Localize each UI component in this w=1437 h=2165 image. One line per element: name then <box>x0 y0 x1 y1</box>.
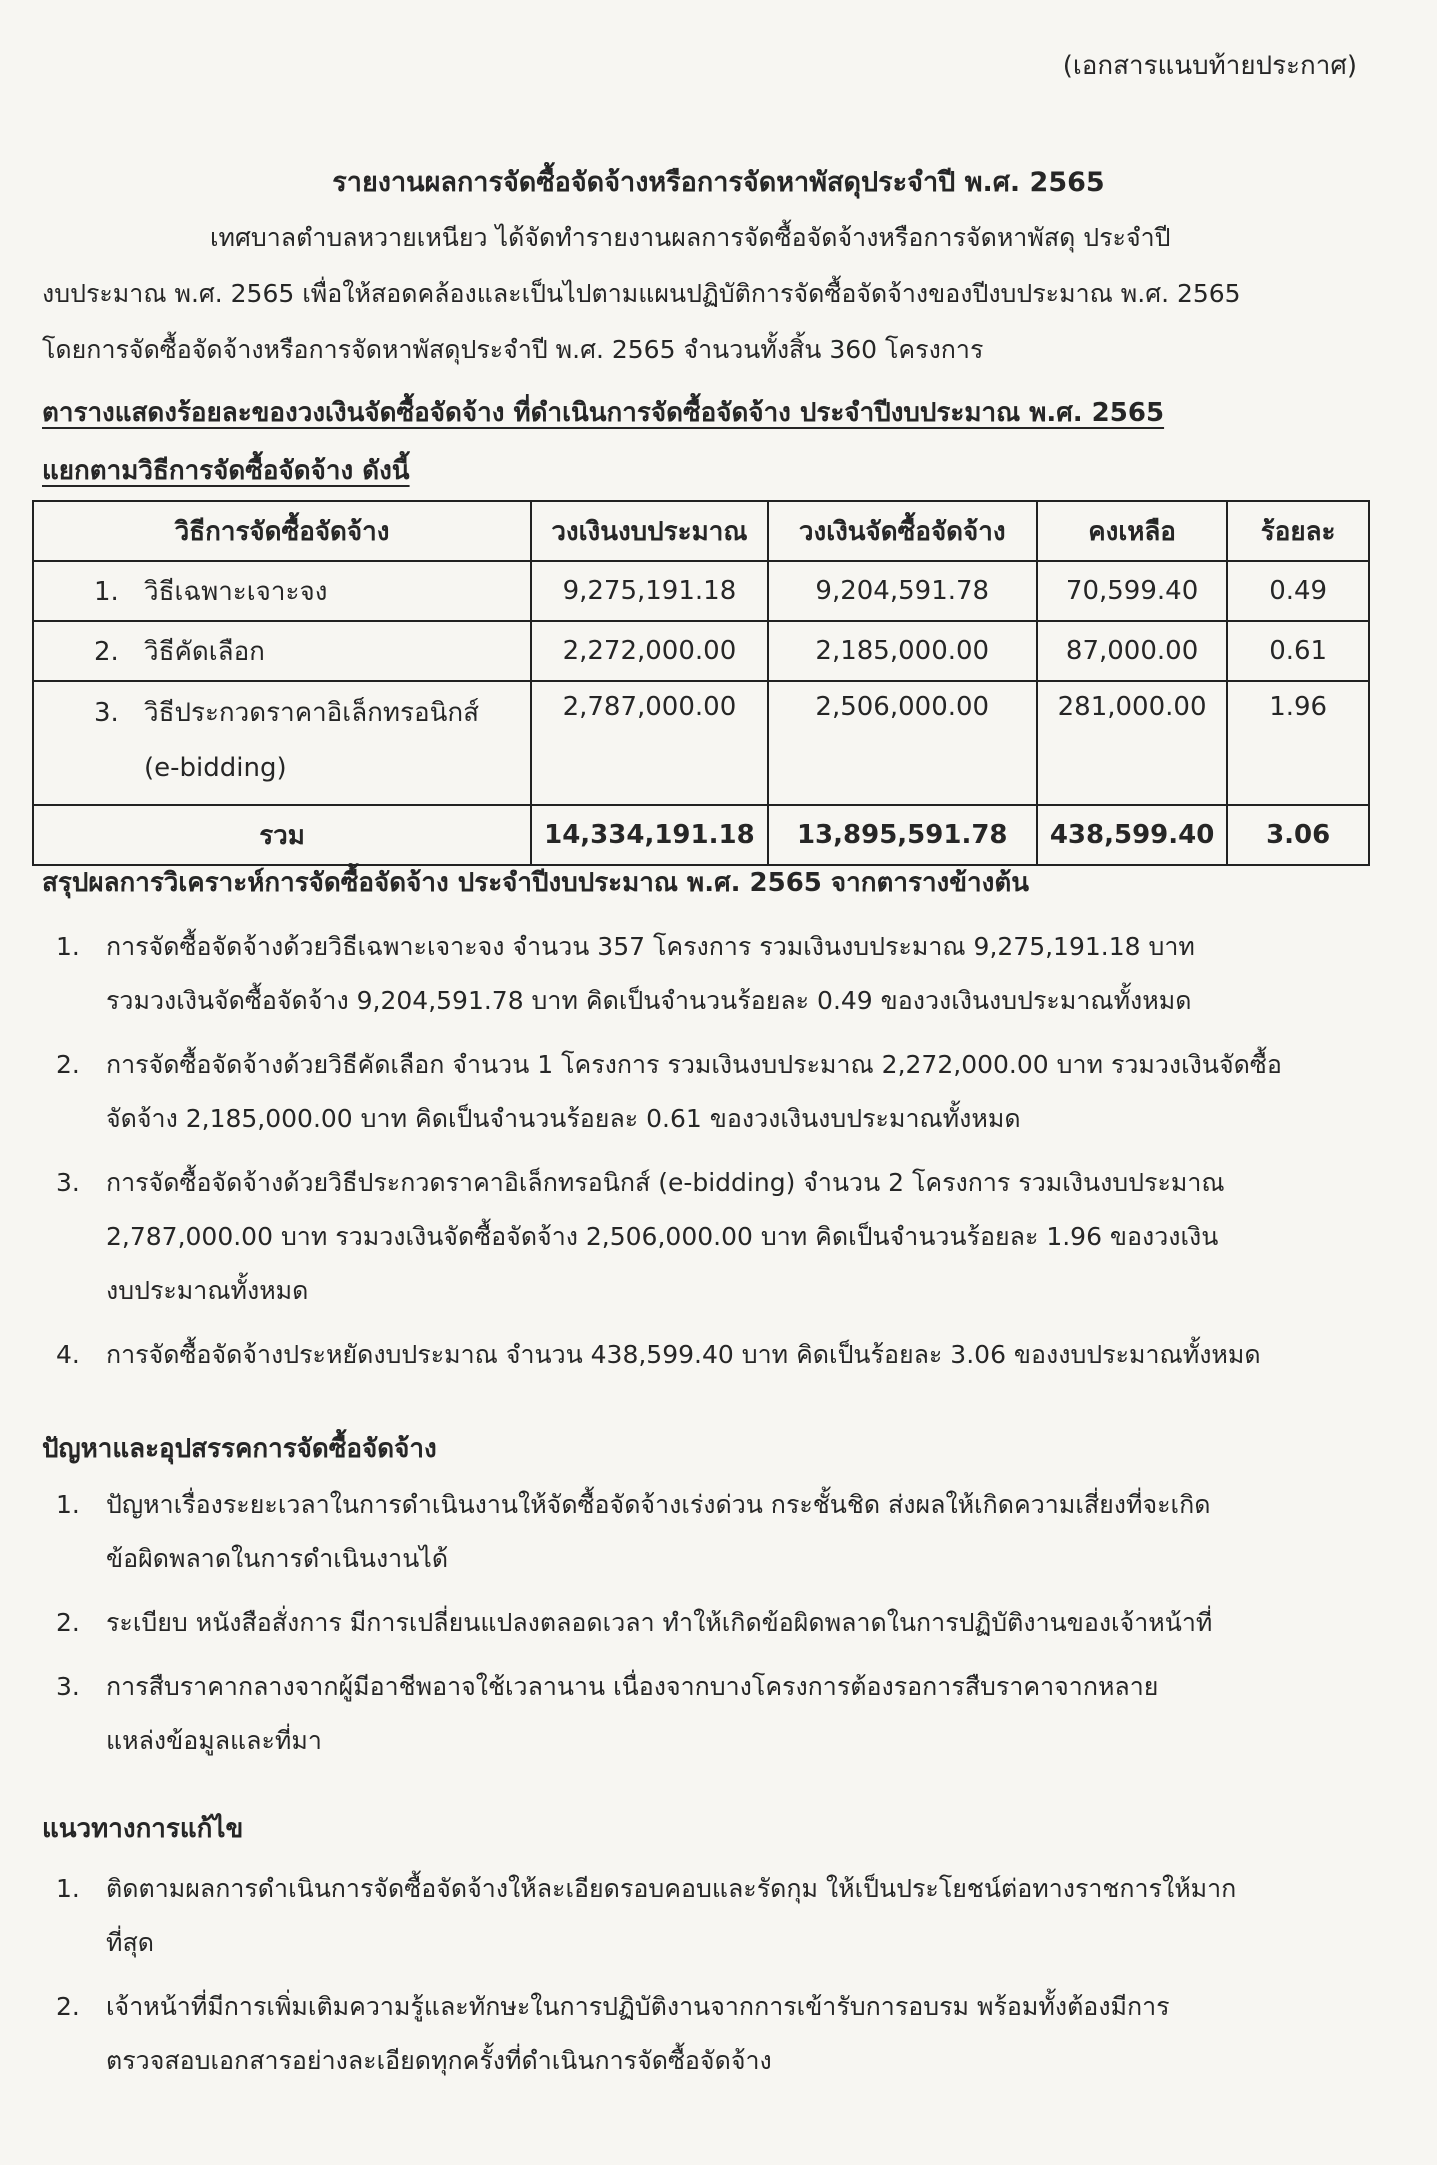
summary-list <box>42 920 1372 1382</box>
list-item: 1. การจัดซื้อจัดจ้างด้วยวิธีเฉพาะเจาะจง จำนวน 357 โครงการ รวมเงินงบประมาณ 9,275,191.18 บาท รวมวงเงินจัดซื้อจัดจ้าง 9,204,591.78 บาท คิดเป็นจำนวนร้อยละ 0.49 ของวงเงินงบประมาณทั้งหมด <box>56 932 1195 1015</box>
list-item: 3. การสืบราคากลางจากผู้มีอาชีพอาจใช้เวลานาน เนื่องจากบางโครงการต้องรอการสืบราคาจากหลาย แหล่งข้อมูลและที่มา <box>56 1672 1159 1755</box>
table-heading-line-1: ตารางแสดงร้อยละของวงเงินจัดซื้อจัดจ้าง ที่ดำเนินการจัดซื้อจัดจ้าง ประจำปีงบประมาณ พ.ศ. 2565 <box>42 398 1165 428</box>
attachment-note: (เอกสารแนบท้ายประกาศ) <box>1062 51 1357 81</box>
list-item: 1. ติดตามผลการดำเนินการจัดซื้อจัดจ้างให้ละเอียดรอบคอบและรัดกุม ให้เป็นประโยชน์ต่อทางราชการให้มาก ที่สุด <box>56 1874 1237 1957</box>
intro-line-3: โดยการจัดซื้อจัดจ้างหรือการจัดหาพัสดุประจำปี พ.ศ. 2565 จำนวนทั้งสิ้น 360 โครงการ <box>42 335 984 364</box>
header-method: วิธีการจัดซื้อจัดจ้าง <box>33 501 531 561</box>
cell-procured: 2,185,000.00 <box>768 621 1037 681</box>
solutions-heading: แนวทางการแก้ไข <box>42 1814 244 1844</box>
summary-heading: สรุปผลการวิเคราะห์การจัดซื้อจัดจ้าง ประจำปีงบประมาณ พ.ศ. 2565 จากตารางข้างต้น <box>42 868 1029 898</box>
document-title: รายงานผลการจัดซื้อจัดจ้างหรือการจัดหาพัสดุประจำปี พ.ศ. 2565 <box>332 167 1105 198</box>
table-row <box>33 561 1369 621</box>
list-item: 2. ระเบียบ หนังสือสั่งการ มีการเปลี่ยนแปลงตลอดเวลา ทำให้เกิดข้อผิดพลาดในการปฏิบัติงานของเจ้าหน้าที่ <box>56 1608 1213 1637</box>
method-sub-label: (e-bidding) <box>144 753 287 783</box>
table-total-row <box>33 805 1369 865</box>
cell-percent: 0.49 <box>1227 561 1369 621</box>
total-percent: 3.06 <box>1227 805 1369 865</box>
intro-paragraph <box>42 210 1360 378</box>
procurement-table <box>32 500 1370 866</box>
intro-line-2: งบประมาณ พ.ศ. 2565 เพื่อให้สอดคล้องและเป็นไปตามแผนปฏิบัติการจัดซื้อจัดจ้างของปีงบประมาณ พ.ศ. 2565 <box>42 279 1241 308</box>
cell-remaining: 87,000.00 <box>1037 621 1227 681</box>
total-remaining: 438,599.40 <box>1037 805 1227 865</box>
table-row <box>33 681 1369 805</box>
cell-remaining: 70,599.40 <box>1037 561 1227 621</box>
problems-heading: ปัญหาและอุปสรรคการจัดซื้อจัดจ้าง <box>42 1434 437 1464</box>
cell-procured: 2,506,000.00 <box>768 681 1037 805</box>
header-remaining: คงเหลือ <box>1037 501 1227 561</box>
header-percent: ร้อยละ <box>1227 501 1369 561</box>
cell-procured: 9,204,591.78 <box>768 561 1037 621</box>
intro-line-1: เทศบาลตำบลหวายเหนียว ได้จัดทำรายงานผลการจัดซื้อจัดจ้างหรือการจัดหาพัสดุ ประจำปี <box>210 223 1171 252</box>
list-item: 1. ปัญหาเรื่องระยะเวลาในการดำเนินงานให้จัดซื้อจัดจ้างเร่งด่วน กระชั้นชิด ส่งผลให้เกิดความเสี่ยงที่จะเกิด ข้อผิดพลาดในการดำเนินงานได้ <box>56 1490 1211 1573</box>
cell-percent: 1.96 <box>1227 681 1369 805</box>
cell-budget: 9,275,191.18 <box>531 561 768 621</box>
cell-budget: 2,787,000.00 <box>531 681 768 805</box>
table-heading-line-2: แยกตามวิธีการจัดซื้อจัดจ้าง ดังนี้ <box>42 456 410 486</box>
table-header-row <box>33 501 1369 561</box>
total-procured: 13,895,591.78 <box>768 805 1037 865</box>
cell-budget: 2,272,000.00 <box>531 621 768 681</box>
list-item: 3. การจัดซื้อจัดจ้างด้วยวิธีประกวดราคาอิเล็กทรอนิกส์ (e-bidding) จำนวน 2 โครงการ รวมเงินงบประมาณ 2,787,000.00 บาท รวมวงเงินจัดซื้อจัดจ้าง 2,506,000.00 บาท คิดเป็นจำนวนร้อยละ 1.96 ของวงเงิน งบประมาณทั้งหมด <box>56 1168 1225 1305</box>
cell-method: 2. วิธีคัดเลือก <box>33 621 531 681</box>
cell-method: 3. วิธีประกวดราคาอิเล็กทรอนิกส์ (e-bidding) <box>33 681 531 805</box>
list-item: 2. เจ้าหน้าที่มีการเพิ่มเติมความรู้และทักษะในการปฏิบัติงานจากการเข้ารับการอบรม พร้อมทั้งต้องมีการ ตรวจสอบเอกสารอย่างละเอียดทุกครั้งที่ดำเนินการจัดซื้อจัดจ้าง <box>56 1992 1170 2075</box>
total-label: รวม <box>33 805 531 865</box>
cell-percent: 0.61 <box>1227 621 1369 681</box>
total-budget: 14,334,191.18 <box>531 805 768 865</box>
cell-method: 1. วิธีเฉพาะเจาะจง <box>33 561 531 621</box>
header-budget: วงเงินงบประมาณ <box>531 501 768 561</box>
solutions-list <box>42 1862 1372 2088</box>
list-item: 2. การจัดซื้อจัดจ้างด้วยวิธีคัดเลือก จำนวน 1 โครงการ รวมเงินงบประมาณ 2,272,000.00 บาท รวมวงเงินจัดซื้อ จัดจ้าง 2,185,000.00 บาท คิดเป็นจำนวนร้อยละ 0.61 ของวงเงินงบประมาณทั้งหมด <box>56 1050 1282 1133</box>
table-row <box>33 621 1369 681</box>
list-item: 4. การจัดซื้อจัดจ้างประหยัดงบประมาณ จำนวน 438,599.40 บาท คิดเป็นร้อยละ 3.06 ของงบประมาณทั้งหมด <box>56 1340 1261 1369</box>
cell-remaining: 281,000.00 <box>1037 681 1227 805</box>
problems-list <box>42 1478 1372 1768</box>
header-procured: วงเงินจัดซื้อจัดจ้าง <box>768 501 1037 561</box>
